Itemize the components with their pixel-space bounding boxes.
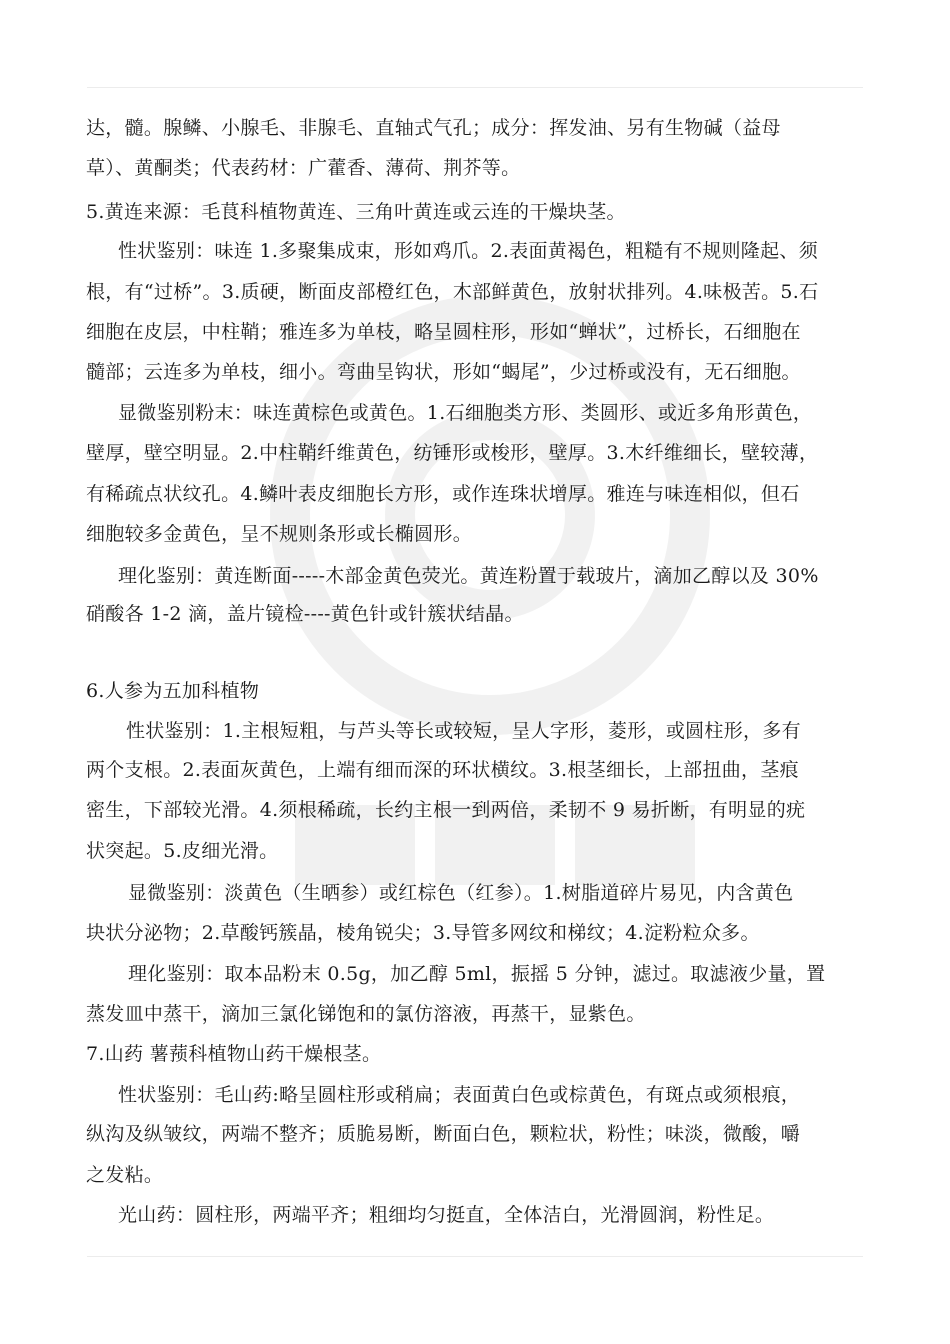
text-line: 性状鉴别：毛山药:略呈圆柱形或稍扁；表面黄白色或棕黄色，有斑点或须根痕， [118,1084,801,1106]
text-line: 之发粘。 [86,1164,164,1186]
text-line: 光山药：圆柱形，两端平齐；粗细均匀挺直，全体洁白，光滑圆润，粉性足。 [118,1204,775,1226]
text-line: 两个支根。2.表面灰黄色，上端有细而深的环状横纹。3.根茎细长，上部扭曲，茎痕 [86,759,799,781]
text-line: 根，有“过桥”。3.质硬，断面皮部橙红色，木部鲜黄色，放射状排列。4.味极苦。5.石 [86,281,819,303]
text-line: 细胞较多金黄色，呈不规则条形或长椭圆形。 [86,523,473,545]
section-heading-shanyao: 7.山药 薯蓣科植物山药干燥根茎。 [86,1043,382,1065]
text-line: 硝酸各 1-2 滴，盖片镜检----黄色针或针簇状结晶。 [86,603,524,625]
text-line: 状突起。5.皮细光滑。 [86,840,279,862]
text-line: 达，髓。腺鳞、小腺毛、非腺毛、直轴式气孔；成分：挥发油、另有生物碱（益母 [86,117,781,139]
text-line: 理化鉴别：黄连断面-----木部金黄色荧光。黄连粉置于载玻片，滴加乙醇以及 30% [118,565,819,587]
text-line: 细胞在皮层，中柱鞘；雅连多为单枝，略呈圆柱形，形如“蝉状”，过桥长，石细胞在 [86,321,801,343]
text-line: 草）、黄酮类；代表药材：广藿香、薄荷、荆芥等。 [86,157,521,179]
text-line: 蒸发皿中蒸干，滴加三氯化锑饱和的氯仿溶液，再蒸干，显紫色。 [86,1003,646,1025]
text-line: 性状鉴别：味连 1.多聚集成束，形如鸡爪。2.表面黄褐色，粗糙有不规则隆起、须 [118,240,818,262]
section-heading-huanglian: 5.黄连来源：毛茛科植物黄连、三角叶黄连或云连的干燥块茎。 [86,201,626,223]
text-line: 密生，下部较光滑。4.须根稀疏，长约主根一到两倍，柔韧不 9 易折断，有明显的疣 [86,799,806,821]
text-line: 纵沟及纵皱纹，两端不整齐；质脆易断，断面白色，颗粒状，粉性；味淡，微酸，嚼 [86,1123,801,1145]
header-rule [87,87,863,88]
text-line: 壁厚，壁空明显。2.中柱鞘纤维黄色，纺锤形或梭形，壁厚。3.木纤维细长，壁较薄， [86,442,819,464]
footer-rule [87,1256,863,1257]
text-line: 显微鉴别：淡黄色（生晒参）或红棕色（红参）。1.树脂道碎片易见，内含黄色 [128,882,794,904]
text-line: 性状鉴别：1.主根短粗，与芦头等长或较短，呈人字形，菱形，或圆柱形，多有 [126,720,801,742]
text-line: 理化鉴别：取本品粉末 0.5g，加乙醇 5ml，振摇 5 分钟，滤过。取滤液少量，置 [128,963,826,985]
text-line: 有稀疏点状纹孔。4.鳞叶表皮细胞长方形，或作连珠状增厚。雅连与味连相似，但石 [86,483,800,505]
text-line: 块状分泌物；2.草酸钙簇晶，棱角锐尖；3.导管多网纹和梯纹；4.淀粉粒众多。 [86,922,760,944]
text-line: 显微鉴别粉末：味连黄棕色或黄色。1.石细胞类方形、类圆形、或近多角形黄色， [118,402,813,424]
section-heading-renshen: 6.人参为五加科植物 [86,680,260,702]
text-line: 髓部；云连多为单枝，细小。弯曲呈钩状，形如“蝎尾”，少过桥或没有，无石细胞。 [86,361,801,383]
